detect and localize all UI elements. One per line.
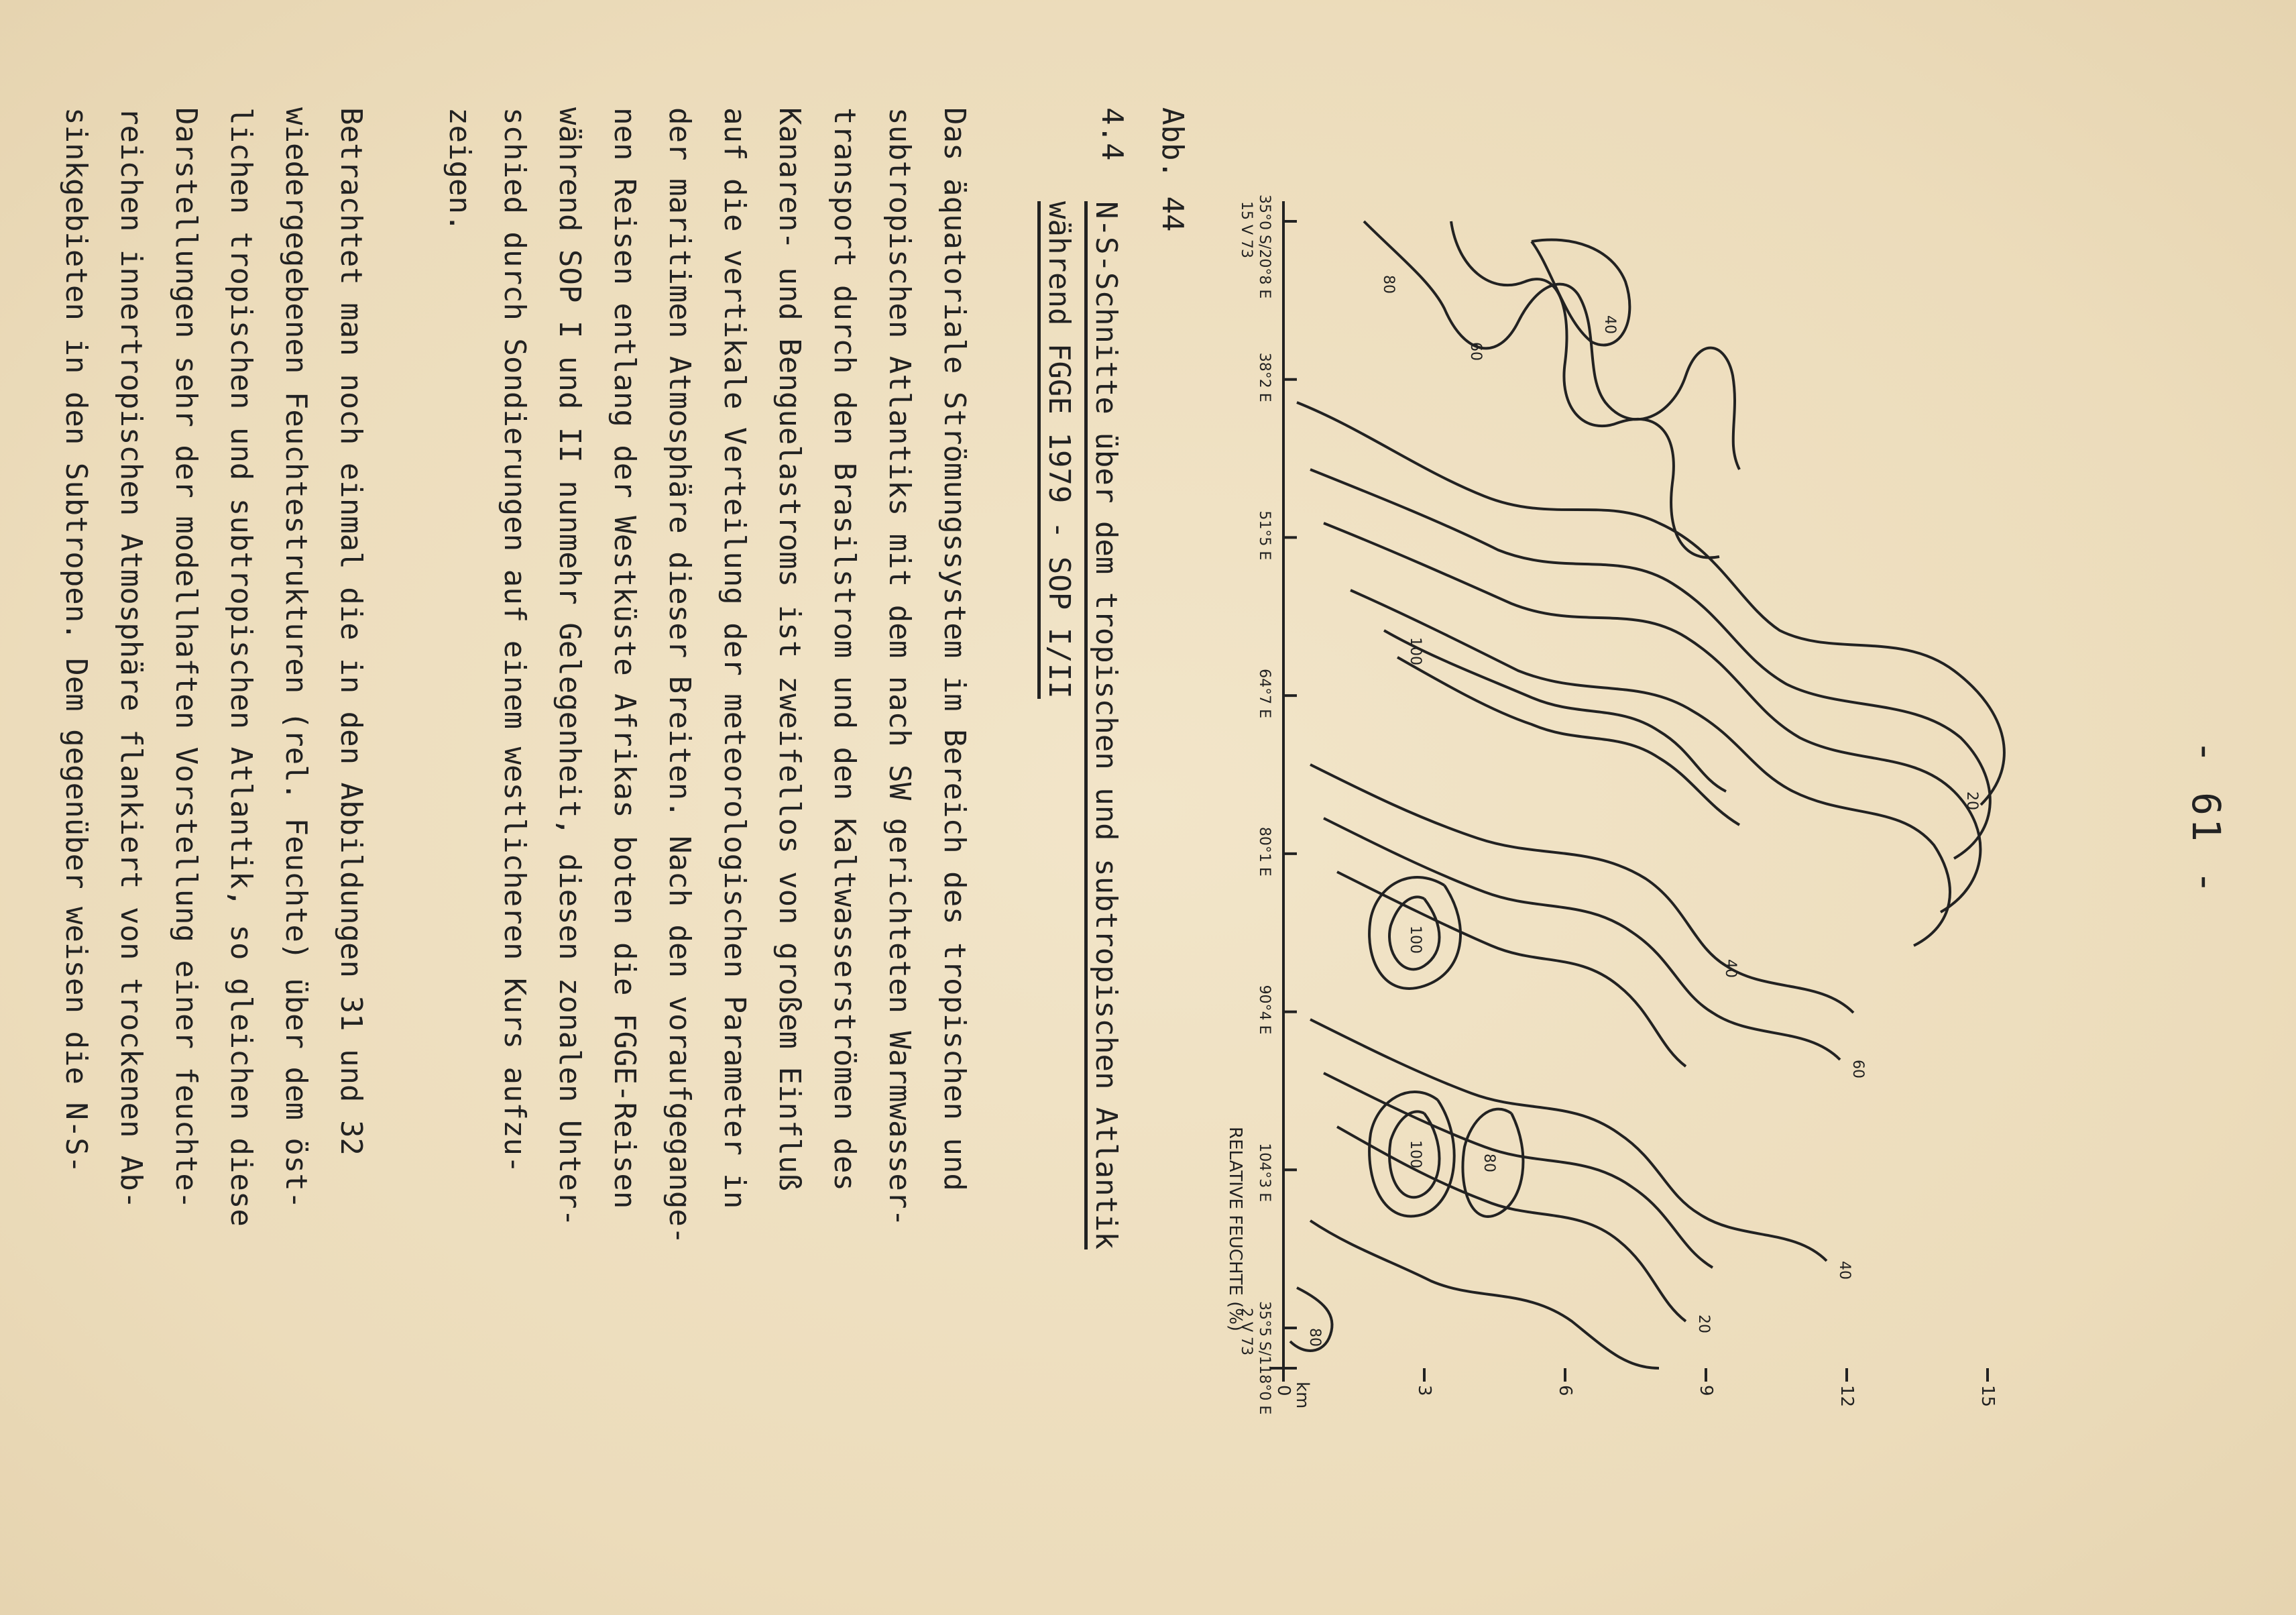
section-number: 4.4 bbox=[1095, 107, 1129, 161]
height-ticks bbox=[1273, 1368, 1998, 1407]
contour-label-80: 80 bbox=[1380, 275, 1397, 294]
contour-label-80-right: 80 bbox=[1306, 1328, 1323, 1347]
paragraph-line: während SOP I und II nunmehr Gelegenheit, diesen zonalen Unter- bbox=[553, 107, 587, 1227]
height-tick-label: 12 bbox=[1837, 1385, 1857, 1408]
paragraph-line: auf die vertikale Verteilung der meteorologischen Parameter in bbox=[718, 107, 752, 1209]
contour-40-d bbox=[1310, 1019, 1827, 1261]
contour-label-40-d: 40 bbox=[1836, 1261, 1853, 1280]
contour-label-80-e: 80 bbox=[1481, 1154, 1497, 1172]
contour-20-b bbox=[1351, 590, 1950, 946]
height-tick-label: 3 bbox=[1414, 1385, 1434, 1396]
paragraph-line: subtropischen Atlantiks mit dem nach SW gerichteten Warmwasser- bbox=[882, 107, 917, 1227]
contour-60-b bbox=[1297, 402, 2004, 805]
paragraph-line: lichen tropischen und subtropischen Atlantik, so gleichen diese bbox=[224, 107, 258, 1227]
station-coordinate: 35°0 S/20°8 E bbox=[1256, 194, 1273, 299]
section-title-line1: N-S-Schnitte über dem tropischen und subtropischen Atlantik bbox=[1084, 201, 1123, 1249]
y-axis-unit: km bbox=[1292, 1382, 1312, 1409]
contour-plot bbox=[1203, 121, 2155, 1415]
contour-label-60-c: 60 bbox=[1849, 1060, 1866, 1078]
paragraph-line: Betrachtet man noch einmal die in den Abbildungen 31 und 32 bbox=[334, 107, 368, 1156]
contour-80-b bbox=[1397, 657, 1739, 825]
paragraph-2 bbox=[48, 107, 378, 1502]
contour-40-c bbox=[1310, 765, 1853, 1013]
height-tick-label: 15 bbox=[1977, 1385, 1998, 1408]
page-number: - 61 - bbox=[2183, 740, 2229, 897]
contour-60-d bbox=[1324, 1073, 1713, 1268]
station-date: 15 V 73 bbox=[1238, 201, 1255, 259]
height-tick-label: 9 bbox=[1696, 1385, 1716, 1396]
contour-80-left bbox=[1364, 221, 1739, 469]
paragraph-line: nen Reisen entlang der Westküste Afrikas boten die FGGE-Reisen bbox=[608, 107, 642, 1209]
x-axis-label: RELATIVE FEUCHTE (%) bbox=[1225, 1127, 1245, 1332]
contour-label-20: 20 bbox=[1963, 791, 1980, 810]
paragraph-line: Kanaren- und Benguelastroms ist zweifellos von großem Einfluß bbox=[772, 107, 807, 1191]
contour-label-40-c: 40 bbox=[1722, 959, 1739, 978]
station-coordinate: 38°2 E bbox=[1256, 352, 1273, 402]
paragraph-line: wiedergegebenen Feuchtestrukturen (rel. Feuchte) über dem öst- bbox=[279, 107, 313, 1209]
paragraph-line: Das äquatoriale Strömungssystem im Bereich des tropischen und bbox=[937, 107, 972, 1191]
paragraph-line: Darstellungen sehr der modellhaften Vorstellung einer feuchte- bbox=[169, 107, 203, 1209]
station-coordinate: 35°5 S/118°0 E bbox=[1256, 1301, 1273, 1415]
paragraph-line: reichen innertropischen Atmosphäre flankiert von trockenen Ab- bbox=[114, 107, 148, 1209]
contour-20-a bbox=[1324, 523, 1980, 912]
station-date: 2 V 73 bbox=[1238, 1308, 1255, 1356]
station-coordinate: 51°5 E bbox=[1256, 510, 1273, 561]
paragraph-1 bbox=[432, 107, 982, 1502]
paragraph-line: der maritimen Atmosphäre dieser Breiten. Nach den voraufgegange- bbox=[663, 107, 697, 1245]
paragraph-line: transport durch den Brasilstrom und den Kaltwasserströmen des bbox=[827, 107, 862, 1191]
contour-label-100-c: 100 bbox=[1407, 1140, 1424, 1168]
paragraph-line: sinkgebieten in den Subtropen. Dem gegenüber weisen die N-S- bbox=[59, 107, 93, 1174]
section-title-line2: während FGGE 1979 - SOP I/II bbox=[1037, 201, 1076, 699]
station-coordinate: 104°3 E bbox=[1256, 1143, 1273, 1203]
contour-40-e bbox=[1310, 1221, 1659, 1368]
humidity-cross-section-figure bbox=[1203, 121, 2155, 1415]
contour-lines bbox=[1290, 221, 2004, 1368]
figure-caption: Abb. 44 bbox=[1155, 107, 1190, 232]
paragraph-line: schied durch Sondierungen auf einem westlicheren Kurs aufzu- bbox=[498, 107, 532, 1174]
contour-label-100-b: 100 bbox=[1407, 926, 1424, 954]
contour-60-c bbox=[1324, 818, 1840, 1060]
height-tick-label: 0 bbox=[1273, 1385, 1294, 1396]
contour-label-20-d: 20 bbox=[1695, 1315, 1712, 1333]
station-coordinate: 80°1 E bbox=[1256, 826, 1273, 877]
paragraph-line: zeigen. bbox=[443, 107, 477, 232]
contour-label-60: 60 bbox=[1467, 342, 1484, 361]
station-coordinate: 90°4 E bbox=[1256, 985, 1273, 1035]
section-heading bbox=[1035, 201, 1129, 1516]
contour-label-40: 40 bbox=[1601, 315, 1618, 334]
contour-label-100: 100 bbox=[1407, 637, 1424, 665]
station-labels bbox=[1238, 194, 1297, 1414]
station-coordinate: 64°7 E bbox=[1256, 669, 1273, 719]
height-tick-label: 6 bbox=[1555, 1385, 1575, 1396]
